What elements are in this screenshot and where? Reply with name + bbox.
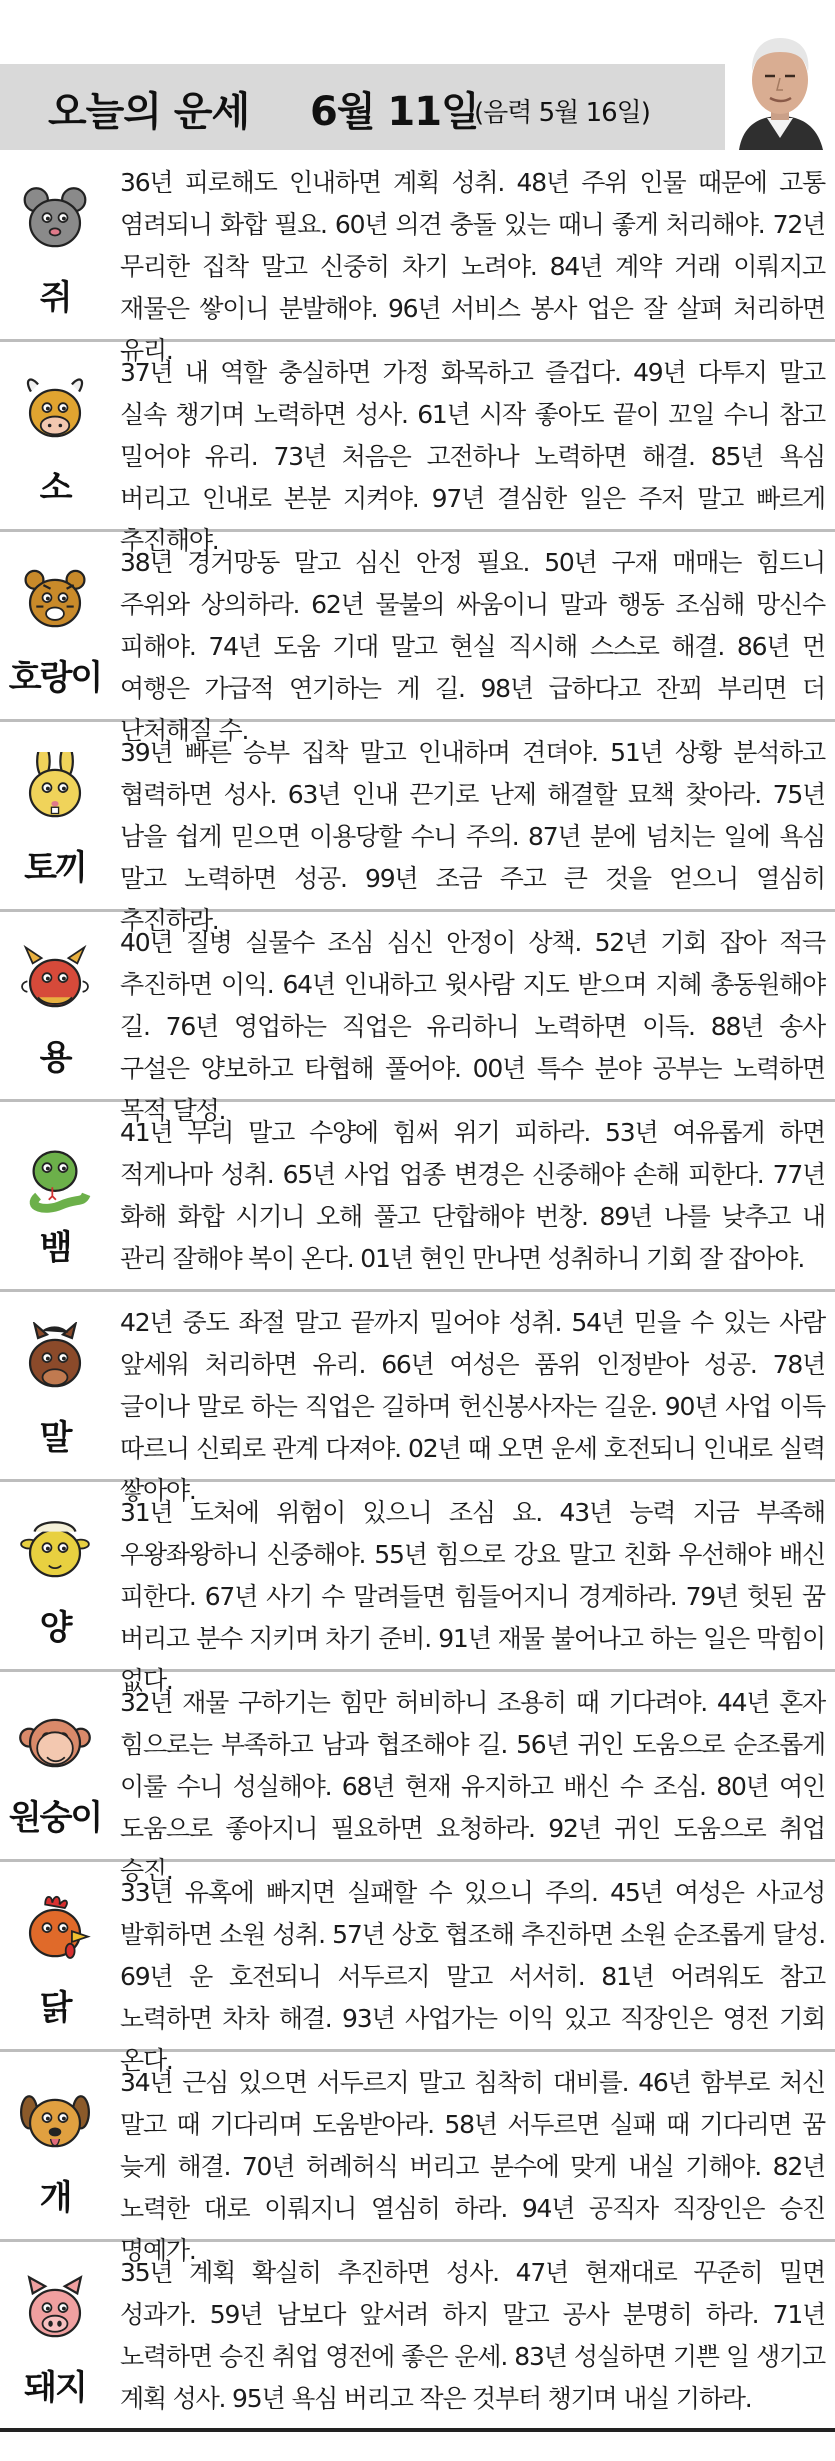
zodiac-row-rat <box>0 152 835 365</box>
zodiac-row-horse <box>0 1292 835 1505</box>
animal-column <box>0 532 110 719</box>
animal-column <box>0 912 110 1099</box>
zodiac-row-dragon <box>0 912 835 1125</box>
zodiac-row-rooster <box>0 1862 835 2075</box>
animal-name: 토끼 <box>24 848 86 888</box>
animal-name: 원숭이 <box>8 1798 102 1838</box>
rabbit-icon <box>14 752 96 834</box>
dragon-icon <box>14 942 96 1024</box>
sheep-icon <box>14 1512 96 1594</box>
fortune-text: 32년 재물 구하기는 힘만 허비하니 조용히 때 기다려야. 44년 혼자 힘으로는 부족하고 남과 협조해야 길. 56년 귀인 도움으로 순조롭게 이룰 수니 성실해야. 68년 현재 유지하고 배신 수 조심. 80년 여인 도움으로 좋아지니 필요하면 요청하라. 92년 귀인 도움으로 취업 승진. <box>120 1688 825 1885</box>
dog-icon <box>14 2082 96 2164</box>
rooster-icon <box>14 1892 96 1974</box>
animal-column <box>0 342 110 529</box>
tiger-icon <box>14 562 96 644</box>
monkey-icon <box>14 1702 96 1784</box>
zodiac-row-monkey <box>0 1672 835 1885</box>
zodiac-row-snake <box>0 1102 835 1292</box>
zodiac-row-ox <box>0 342 835 555</box>
page-date: 6월 11일 <box>310 89 479 135</box>
fortune-text: 41년 무리 말고 수양에 힘써 위기 피하라. 53년 여유롭게 하면 적게나마 성취. 65년 사업 업종 변경은 신중해야 손해 피한다. 77년 화해 화합 시기니 오해 풀고 단합해야 번창. 89년 나를 낮추고 내 관리 잘해야 복이 온다. 01년 현인 만나면 성취하니 기회 잘 잡아야. <box>120 1118 825 1273</box>
zodiac-row-dog <box>0 2052 835 2265</box>
animal-column <box>0 2052 110 2239</box>
header <box>0 0 835 150</box>
animal-name: 소 <box>39 468 71 508</box>
fortune-text: 40년 질병 실물수 조심 심신 안정이 상책. 52년 기회 잡아 적극 추진하면 이익. 64년 인내하고 윗사람 지도 받으며 지혜 총동원해야 길. 76년 영업하는 직업은 유리하니 노력하면 이득. 88년 송사 구설은 양보하고 타협해 풀어야. 00년 특수 분야 공부는 노력하면 목적 달성. <box>120 928 825 1125</box>
fortune-text: 35년 계획 확실히 추진하면 성사. 47년 현재대로 꾸준히 밀면 성과가. 59년 남보다 앞서려 하지 말고 공사 분명히 하라. 71년 노력하면 승진 취업 영전에 좋은 운세. 83년 성실하면 기쁜 일 생기고 계획 성사. 95년 욕심 버리고 작은 것부터 챙기며 내실 기하라. <box>120 2258 825 2413</box>
snake-icon <box>14 1132 96 1214</box>
fortune-text: 33년 유혹에 빠지면 실패할 수 있으니 주의. 45년 여성은 사교성 발휘하면 소원 성취. 57년 상호 협조해 추진하면 소원 순조롭게 달성. 69년 운 호전되니 서두르지 말고 서서히. 81년 어려워도 참고 노력하면 차차 해결. 93년 사업가는 이익 있고 직장인은 영전 기회 온다. <box>120 1878 825 2075</box>
animal-name: 닭 <box>39 1988 71 2028</box>
horse-icon <box>14 1322 96 1404</box>
zodiac-row-rabbit <box>0 722 835 935</box>
lunar-date: (음력 5월 16일) <box>474 98 650 128</box>
rat-icon <box>14 182 96 264</box>
animal-column <box>0 1862 110 2049</box>
fortune-text: 36년 피로해도 인내하면 계획 성취. 48년 주위 인물 때문에 고통 염려되니 화합 필요. 60년 의견 충돌 있는 때니 좋게 처리해야. 72년 무리한 집착 말고 신중히 차기 노려야. 84년 계약 거래 이뤄지고 재물은 쌓이니 분발해야. 96년 서비스 봉사 업은 잘 살펴 처리하면 유리. <box>120 168 825 365</box>
animal-column <box>0 722 110 909</box>
pig-icon <box>14 2272 96 2354</box>
fortune-text: 37년 내 역할 충실하면 가정 화목하고 즐겁다. 49년 다투지 말고 실속 챙기며 노력하면 성사. 61년 시작 좋아도 끝이 꼬일 수니 참고 밀어야 유리. 73년 처음은 고전하나 노력하면 해결. 85년 욕심 버리고 인내로 본분 지켜야. 97년 결심한 일은 주저 말고 빠르게 추진해야. <box>120 358 825 555</box>
fortune-text: 34년 근심 있으면 서두르지 말고 침착히 대비를. 46년 함부로 처신 말고 때 기다리며 도움받아라. 58년 서두르면 실패 때 기다리면 꿈 늦게 해결. 70년 허례허식 버리고 분수에 맞게 내실 기해야. 82년 노력한 대로 이뤄지니 열심히 하라. 94년 공직자 직장인은 승진 명예가. <box>120 2068 825 2265</box>
animal-column <box>0 1102 110 1289</box>
animal-name: 양 <box>39 1608 71 1648</box>
zodiac-row-pig <box>0 2242 835 2432</box>
zodiac-row-tiger <box>0 532 835 745</box>
animal-name: 뱀 <box>39 1228 71 1268</box>
columnist-portrait <box>725 20 835 150</box>
animal-column <box>0 1292 110 1479</box>
zodiac-list <box>0 152 835 2432</box>
fortune-text: 39년 빠른 승부 집착 말고 인내하며 견뎌야. 51년 상황 분석하고 협력하면 성사. 63년 인내 끈기로 난제 해결할 묘책 찾아라. 75년 남을 쉽게 믿으면 이용당할 수니 주의. 87년 분에 넘치는 일에 욕심 말고 노력하면 성공. 99년 조금 주고 큰 것을 얻으니 열심히 추진하라. <box>120 738 825 935</box>
animal-name: 돼지 <box>24 2368 86 2408</box>
animal-name: 쥐 <box>39 278 71 318</box>
ox-icon <box>14 372 96 454</box>
animal-name: 말 <box>39 1418 71 1458</box>
page-title: 오늘의 운세 <box>48 89 250 135</box>
animal-name: 개 <box>39 2178 71 2218</box>
animal-column <box>0 1672 110 1859</box>
animal-column <box>0 2242 110 2428</box>
animal-name: 용 <box>39 1038 71 1078</box>
fortune-text: 38년 경거망동 말고 심신 안정 필요. 50년 구재 매매는 힘드니 주위와 상의하라. 62년 물불의 싸움이니 말과 행동 조심해 망신수 피해야. 74년 도움 기대 말고 현실 직시해 스스로 해결. 86년 먼 여행은 가급적 연기하는 게 길. 98년 급하다고 잔꾀 부리면 더 난처해질 수. <box>120 548 825 745</box>
animal-name: 호랑이 <box>8 658 102 698</box>
animal-column <box>0 1482 110 1669</box>
fortune-text: 42년 중도 좌절 말고 끝까지 밀어야 성취. 54년 믿을 수 있는 사람 앞세워 처리하면 유리. 66년 여성은 품위 인정받아 성공. 78년 글이나 말로 하는 직업은 길하며 헌신봉사자는 길운. 90년 사업 이득 따르니 신뢰로 관계 다져야. 02년 때 오면 운세 호전되니 인내로 실력 쌓아야. <box>120 1308 825 1505</box>
animal-column <box>0 152 110 339</box>
fortune-text: 31년 도처에 위험이 있으니 조심 요. 43년 능력 지금 부족해 우왕좌왕하니 신중해야. 55년 힘으로 강요 말고 친화 우선해야 배신 피한다. 67년 사기 수 말려들면 힘들어지니 경계하라. 79년 헛된 꿈 버리고 분수 지키며 차기 준비. 91년 재물 불어나고 하는 일은 막힘이 없다. <box>120 1498 825 1695</box>
zodiac-row-sheep <box>0 1482 835 1695</box>
